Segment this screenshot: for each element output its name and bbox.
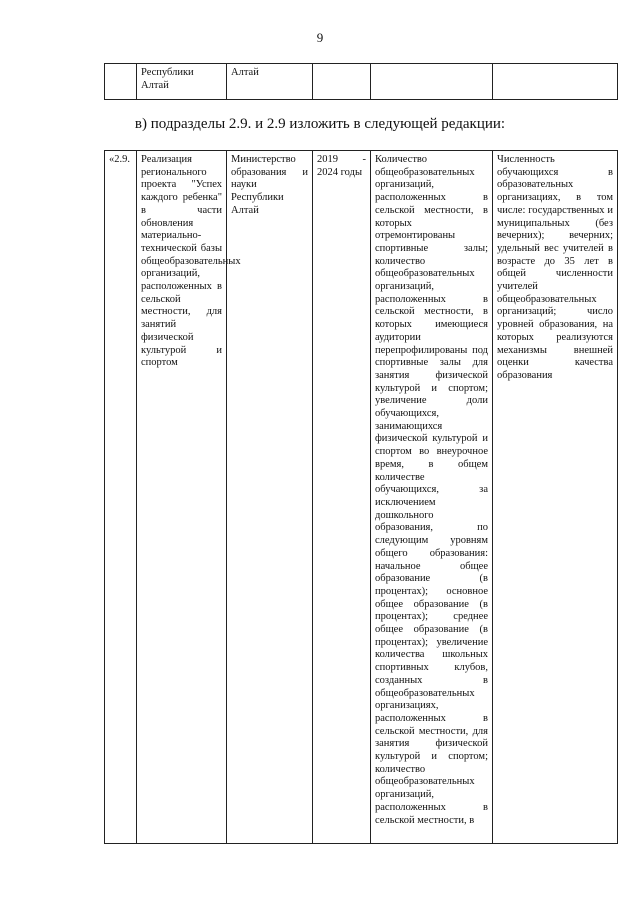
continuation-table — [104, 63, 618, 100]
cell-indicators — [371, 64, 493, 100]
cell-results: Численность обучающихся в образовательных организациях, в том числе: государственных и муниципальных (без вечерних); вечерних; удельный вес учителей в возрасте до 35 лет в общей численности учителей общеобразовательных организаций; число уровней образования, на которых реализуются механизмы внешней оценки качества образования — [493, 151, 618, 844]
table-row — [105, 64, 618, 100]
table-row — [105, 151, 618, 844]
cell-number: «2.9. — [105, 151, 137, 844]
cell-executor: Алтай — [227, 64, 313, 100]
cell-period — [313, 64, 371, 100]
cell-event: Реализация регионального проекта "Успех каждого ребенка" в части обновления материально-технической базы общеобразовательных организаций, расположенных в сельской местности, для занятий физической культурой и спортом — [137, 151, 227, 844]
cell-results — [493, 64, 618, 100]
cell-period: 2019 - 2024 годы — [313, 151, 371, 844]
program-table — [104, 150, 618, 844]
cell-number — [105, 64, 137, 100]
cell-event: Республики Алтай — [137, 64, 227, 100]
page-number: 9 — [316, 30, 324, 45]
cell-indicators: Количество общеобразовательных организаций, расположенных в сельской местности, в которых отремонтированы спортивные залы; количество общеобразовательных организаций, расположенных в сельской местности, в которых имеющиеся аудитории перепрофилированы под спортивные залы для занятия физической культурой и спортом; увеличение доли обучающихся, занимающихся физической культурой и спортом во внеурочное время, в общем количестве обучающихся, за исключением дошкольного образования, по следующим уровням общего образования: начальное общее образование (в процентах); основное общее образование (в процентах); среднее общее образование (в процентах); увеличение количества школьных спортивных клубов, созданных в общеобразовательных организациях, расположенных в сельской местности, для занятия физической культурой и спортом; количество общеобразовательных организаций, расположенных в сельской местности, в — [371, 151, 493, 844]
cell-executor: Министерство образования и науки Республики Алтай — [227, 151, 313, 844]
section-heading: в) подразделы 2.9. и 2.9 изложить в следующей редакции: — [134, 116, 506, 132]
